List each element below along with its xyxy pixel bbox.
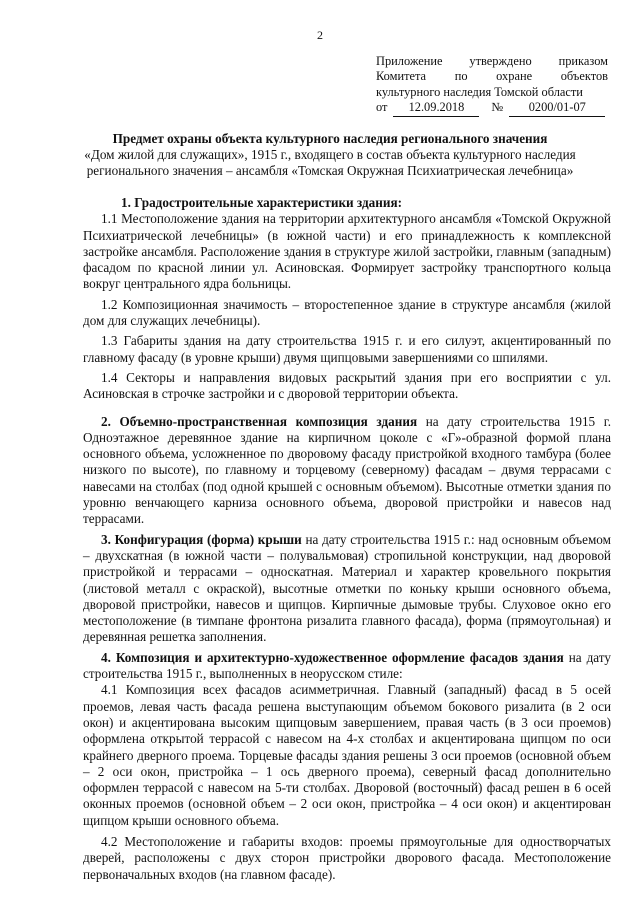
page-number: 2 (317, 28, 323, 42)
title-line-2: «Дом жилой для служащих», 1915 г., входящего в состав объекта культурного наследия регионального значения – ансамбля «Томская Окружная Психиатрическая лечебница» (84, 147, 576, 178)
approval-line-3: культурного наследия Томской области (376, 84, 583, 99)
document-title (50, 131, 610, 179)
approval-word: приказом (558, 54, 608, 68)
approval-word: утверждено (469, 54, 532, 68)
section-3-paragraph (83, 532, 611, 646)
title-line-1: Предмет охраны объекта культурного наследия регионального значения (112, 131, 548, 146)
section-4-paragraph (83, 650, 611, 683)
approval-word: Комитета (376, 69, 427, 84)
paragraph-1-2: 1.2 Композиционная значимость – второстепенное здание в структуре ансамбля (жилой дом для служащих лечебницы). (83, 296, 611, 329)
paragraph-4-1: 4.1 Композиция всех фасадов асимметричная. Главный (западный) фасад в 5 осей проемов, левая часть фасада решена выступающим объемом бокового ризалита (в 2 оси окон) и акцентирована высоким щипцовым завершением, правая часть (в 3 оси проемов) оформлена открытой террасой с навесом на 4-х столбах и акцентирована щипцом по оси крайнего дверного проема. Торцевые фасады здания решены 3 оси проемов (основной объем – 2 оси окон, пристройка – 1 ось дверного проема), северный фасад дополнительно оформлен террасой с навесом на 5-ти столбах. Дворовой (восточный) фасад решен в 6 осей оконных проемов (основной объем – 2 оси окон, пристройка – 4 оси окон) и акцентирован щипцом крыши основного объема. (83, 682, 611, 828)
section-3-heading: 3. Конфигурация (форма) крыши (101, 531, 302, 547)
section-2-text: на дату строительства 1915 г. Одноэтажное деревянное здание на кирпичном цоколе с «Г»-образной формой плана основного объема, усложненное по дворовому фасаду пристройкой входного тамбура (более низкого по высоте), по главному и торцевому (северному) фасадам – двумя террасами с навесами на столбах (под одной крышей с основным объемом). Высотные отметки здания по уровню венчающего карниза основного объема, дворовой пристройки и навесов над террасами. (83, 413, 611, 527)
approval-line-2 (376, 69, 608, 84)
section-3-text: на дату строительства 1915 г.: над основным объемом – двухскатная (в южной части – полувальмовая) стропильной конструкции, над дворовой пристройкой и террасами – односкатная. Материал и характер кровельного покрытия (листовой металл с окраской), высотные отметки по коньку крыши основного объема, дворовой пристройки, навесов и щипцов. Кирпичные дымовые трубы. Слуховое окно его местоположение (в тимпане фронтона ризалита главного фасада), форма (прямоугольная) и деревянная решетка заполнения. (83, 531, 611, 645)
approval-date: 12.09.2018 (393, 100, 479, 116)
paragraph-1-4: 1.4 Секторы и направления видовых раскрытий здания при его восприятии с ул. Асиновская в строчке застройки и с дворовой территории объекта. (83, 369, 611, 402)
paragraph-4-2: 4.2 Местоположение и габариты входов: проемы прямоугольные для одностворчатых дверей, расположены с двух сторон пристройки дворового фасада. Местоположение первоначальных входов (на главном фасаде). (83, 833, 611, 882)
approval-date-line (376, 100, 608, 116)
approval-word: по (454, 69, 468, 84)
number-prefix: № (491, 100, 504, 115)
paragraph-1-3: 1.3 Габариты здания на дату строительства 1915 г. и его силуэт, акцентированный по главному фасаду (в уровне крыши) двумя щипцовыми завершениями со шпилями. (83, 333, 611, 365)
date-prefix: от (376, 100, 388, 115)
approval-word: объектов (560, 69, 608, 84)
approval-number: 0200/01-07 (509, 100, 605, 116)
section-2-heading: 2. Объемно-пространственная композиция здания (101, 413, 418, 429)
document-body (83, 195, 611, 883)
approval-line-1 (376, 54, 608, 69)
section-2-paragraph (83, 414, 611, 528)
approval-block (376, 54, 608, 117)
approval-word: охране (496, 69, 533, 84)
paragraph-1-1: 1.1 Местоположение здания на территории архитектурного ансамбля «Томской Окружной Психиатрической лечебницы» (в южной части) и его принадлежность к комплексной застройке ансамбля. Расположение здания в структуре жилой застройки, главным (западным) фасадом по красной линии ул. Асиновская. Формирует застройку транспортного кольца вокруг центрального ядра больницы. (83, 211, 611, 292)
section-1-heading: 1. Градостроительные характеристики здания: (121, 195, 402, 210)
section-4-text: на дату строительства 1915 г., выполненных в неорусском стиле: (83, 649, 611, 682)
section-4-heading: 4. Композиция и архитектурно-художественное оформление фасадов здания (101, 649, 564, 665)
approval-word: Приложение (376, 54, 443, 68)
